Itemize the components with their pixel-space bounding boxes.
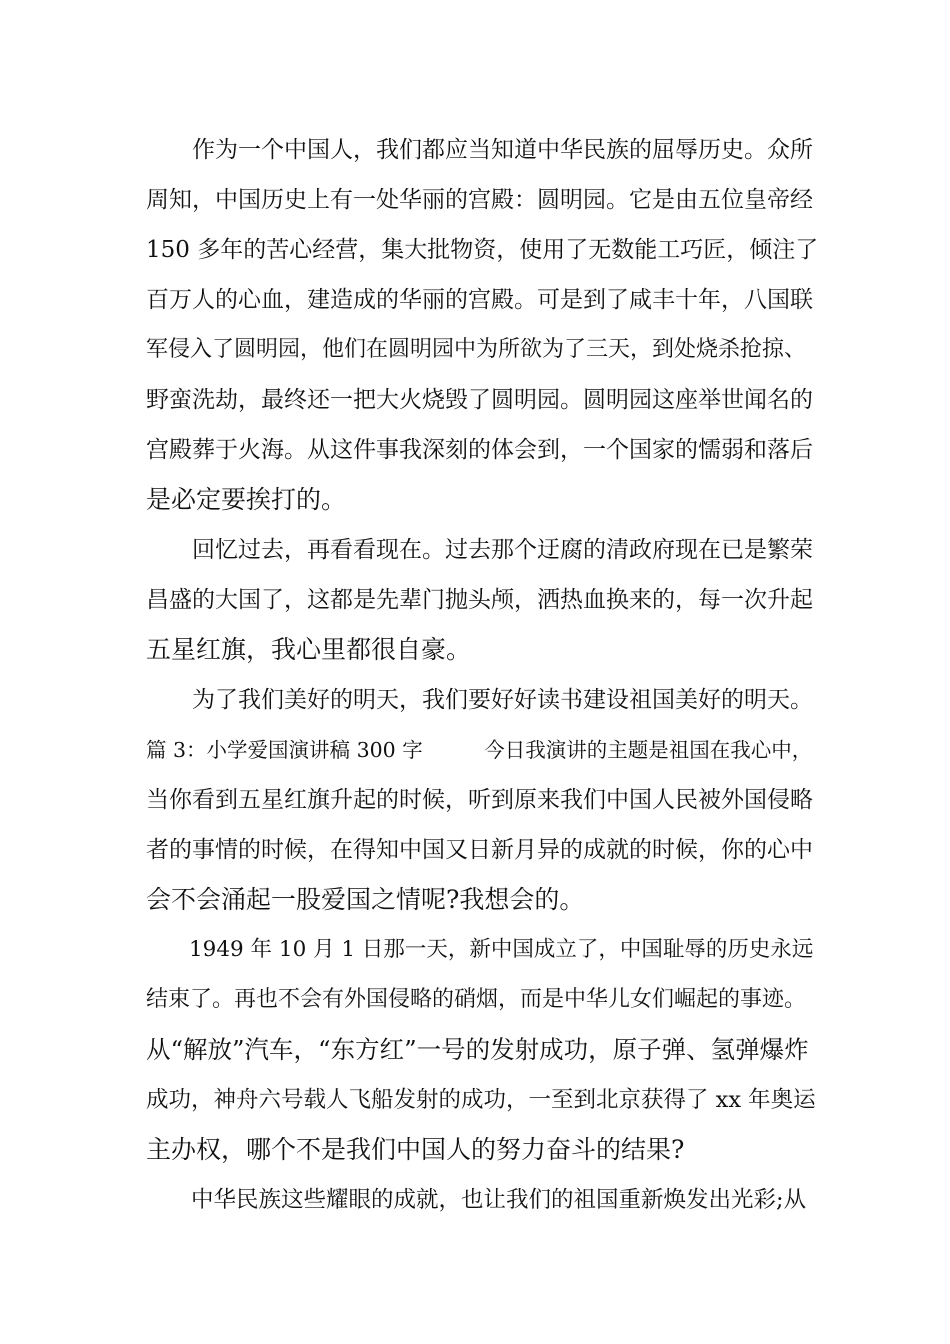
- text-line: 回忆过去，再看看现在。过去那个迂腐的清政府现在已是繁荣: [146, 537, 813, 563]
- text-line: 从“解放”汽车，“东方红”一号的发射成功，原子弹、氢弹爆炸: [146, 1035, 809, 1064]
- text-line: 作为一个中国人，我们都应当知道中华民族的屈辱历史。众所: [146, 137, 813, 163]
- text-line: 会不会涌起一股爱国之情呢?我想会的。: [146, 885, 585, 914]
- text-line: 是必定要挨打的。: [146, 485, 347, 514]
- text-line: 宫殿葬于火海。从这件事我深刻的体会到，一个国家的懦弱和落后: [146, 437, 813, 463]
- text-line: 为了我们美好的明天，我们要好好读书建设祖国美好的明天。: [146, 687, 813, 713]
- text-line: 者的事情的时候，在得知中国又日新月异的成就的时候，你的心中: [146, 837, 813, 863]
- text-line: 百万人的心血，建造成的华丽的宫殿。可是到了咸丰十年，八国联: [146, 287, 813, 313]
- text-line: 成功，神舟六号载人飞船发射的成功，一至到北京获得了 xx 年奥运: [146, 1087, 816, 1113]
- text-line: 五星红旗，我心里都很自豪。: [146, 635, 472, 664]
- text-line: 当你看到五星红旗升起的时候，听到原来我们中国人民被外国侵略: [146, 787, 813, 813]
- text-line: 150 多年的苦心经营，集大批物资，使用了无数能工巧匠，倾注了: [146, 237, 819, 263]
- text-line: 1949 年 10 月 1 日那一天，新中国成立了，中国耻辱的历史永远: [146, 937, 814, 962]
- text-line: 中华民族这些耀眼的成就，也让我们的祖国重新焕发出光彩;从: [146, 1187, 807, 1213]
- text-line: 主办权，哪个不是我们中国人的努力奋斗的结果?: [146, 1135, 685, 1164]
- text-line: 昌盛的大国了，这都是先辈门抛头颅，洒热血换来的，每一次升起: [146, 587, 813, 613]
- text-line: 军侵入了圆明园，他们在圆明园中为所欲为了三天，到处烧杀抢掠、: [146, 337, 807, 362]
- text-line: 野蛮洗劫，最终还一把大火烧毁了圆明园。圆明园这座举世闻名的: [146, 387, 813, 413]
- text-line: 结束了。再也不会有外国侵略的硝烟，而是中华儿女们崛起的事迹。: [146, 987, 807, 1012]
- text-line: 周知，中国历史上有一处华丽的宫殿：圆明园。它是由五位皇帝经: [146, 187, 813, 213]
- text-line: 篇 3：小学爱国演讲稿 300 字 今日我演讲的主题是祖国在我心中，: [146, 738, 813, 762]
